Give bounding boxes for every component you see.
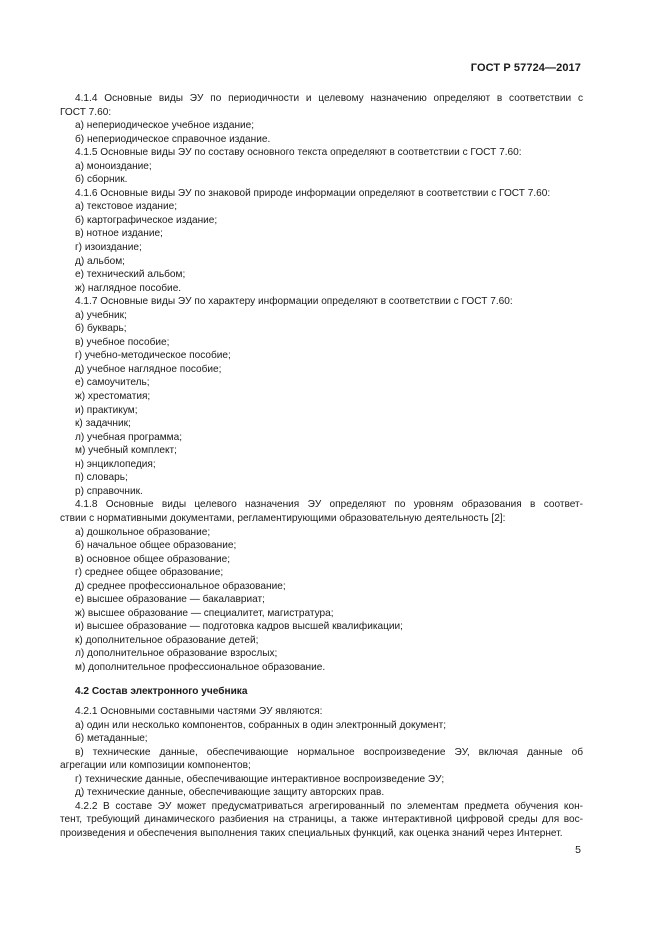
text-line: и) практикум; [75,404,138,416]
text-line: б) сборник. [75,174,128,186]
text-line: ж) высшее образование — специалитет, магистратура; [75,607,334,619]
text-line: е) высшее образование — бакалавриат; [75,594,265,606]
text-line: б) непериодическое справочное издание. [75,133,271,145]
text-line: к) задачник; [75,418,131,430]
text-line: в) нотное издание; [75,228,163,240]
text-line: 4.2.2 В составе ЭУ может предусматриваться агрегированный по элементам предмета обучения кон- [75,800,583,812]
text-line: в) основное общее образование; [75,553,231,565]
text-line: 4.2.1 Основными составными частями ЭУ являются: [75,706,323,718]
text-line: агрегации или композиции компонентов; [60,760,251,772]
text-line: г) среднее общее образование; [75,567,224,579]
section-heading: 4.2 Состав электронного учебника [75,685,248,697]
text-line: р) справочник. [75,485,143,497]
text-line: м) учебный комплект; [75,445,177,457]
text-line: 4.1.8 Основные виды целевого назначения ЭУ определяют по уровням образования в соответ- [75,499,583,511]
text-line: м) дополнительное профессиональное образование. [75,661,326,673]
text-line: ствии с нормативными документами, регламентирующими образовательную деятельность [2]: [60,512,506,524]
page-number: 5 [575,844,581,856]
text-line: е) самоучитель; [75,377,150,389]
text-line: б) метаданные; [75,733,148,745]
text-line: д) учебное наглядное пособие; [75,363,222,375]
text-line: а) учебник; [75,309,127,321]
text-line: а) один или несколько компонентов, собранных в один электронный документ; [75,719,446,731]
text-line: в) учебное пособие; [75,336,170,348]
text-line: а) дошкольное образование; [75,526,211,538]
text-line: б) картографическое издание; [75,214,218,226]
text-line: 4.1.7 Основные виды ЭУ по характеру информации определяют в соответствии с ГОСТ 7.60: [75,296,513,308]
document-code: ГОСТ Р 57724—2017 [470,62,581,74]
text-line: д) технические данные, обеспечивающие защиту авторских прав. [75,787,385,799]
text-line: к) дополнительное образование детей; [75,634,259,646]
text-line: 4.1.5 Основные виды ЭУ по составу основного текста определяют в соответствии с ГОСТ 7.60: [75,147,522,159]
text-line: д) среднее профессиональное образование; [75,580,286,592]
document-body [60,92,583,841]
text-line: д) альбом; [75,255,125,267]
text-line: г) технические данные, обеспечивающие интерактивное воспроизведение ЭУ; [75,773,445,785]
text-line: ж) хрестоматия; [75,391,151,403]
text-line: 4.1.6 Основные виды ЭУ по знаковой природе информации определяют в соответствии с ГОСТ 7.60: [75,187,551,199]
text-line: г) учебно-методическое пособие; [75,350,231,362]
text-line: произведения и обеспечения выполнения таких специальных функций, как оценка знаний через Интернет. [60,827,563,839]
text-line: 4.1.4 Основные виды ЭУ по периодичности и целевому назначению определяют в соответствии с [75,93,583,104]
text-line: а) непериодическое учебное издание; [75,120,255,132]
text-line: и) высшее образование — подготовка кадров высшей квалификации; [75,621,403,633]
text-line: а) моноиздание; [75,160,152,172]
text-line: а) текстовое издание; [75,201,178,213]
text-line: л) дополнительное образование взрослых; [75,648,278,660]
text-line: е) технический альбом; [75,269,186,281]
text-line: н) энциклопедия; [75,458,156,470]
text-line: ГОСТ 7.60: [60,106,112,118]
text-line: в) технические данные, обеспечивающие нормальное воспроизведение ЭУ, включая данные об [75,746,583,758]
text-line: б) букварь; [75,323,127,335]
text-line: ж) наглядное пособие. [75,282,182,294]
text-line: тент, требующий динамического разбиения на страницы, а также интерактивной цифровой среды для вос- [60,814,583,826]
text-line: г) изоиздание; [75,242,142,254]
text-line: л) учебная программа; [75,431,182,443]
text-line: п) словарь; [75,472,128,484]
text-line: б) начальное общее образование; [75,540,237,552]
